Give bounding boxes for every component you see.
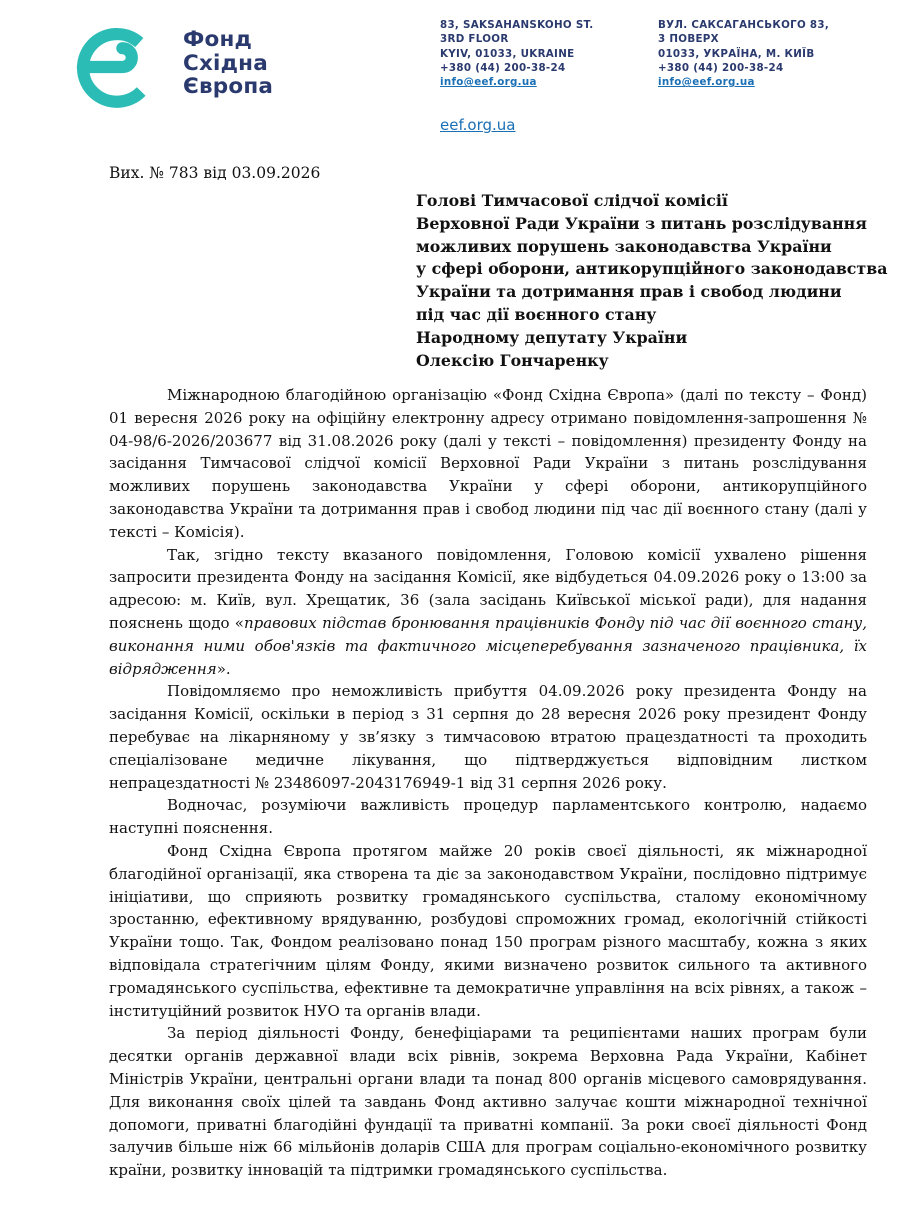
- address-line: 83, SAKSAHANSKOHO ST.: [440, 19, 594, 31]
- addressee-line: Верховної Ради України з питань розслідування: [416, 213, 867, 233]
- body-paragraph: [109, 544, 867, 681]
- outgoing-reference: Вих. № 783 від 03.09.2026: [109, 164, 321, 182]
- addressee-line: можливих порушень законодавства України: [416, 236, 832, 256]
- phone-number: +380 (44) 200-38-24: [440, 61, 566, 74]
- body-paragraph: За період діяльності Фонду, бенефіціарами та реципієнтами наших програм були десятки органів державної влади всіх рівнів, зокрема Верховна Рада України, Кабінет Міністрів України, центральні органи влади та понад 800 органів місцевого самоврядування. Для виконання своїх цілей та завдань Фонд активно залучає кошти міжнародної технічної допомоги, приватні благодійні фундації та приватні компанії. За роки своєї діяльності Фонд залучив більше ніж 66 мільйонів доларів США для програм соціально-економічного розвитку країни, розвитку інновацій та підтримки громадянського суспільства.: [109, 1024, 867, 1180]
- paragraph-text: Так, згідно тексту вказаного повідомлення, Головою комісії ухвалено рішення запросити президента Фонду на засідання Комісії, яке відбудеться 04.09.2026 року о 13:00 за адресою: м. Київ, вул. Хрещатик, 36 (зала засідань Київської міської ради), для надання пояснень щодо «: [109, 545, 867, 632]
- addressee-line: Голові Тимчасової слідчої комісії: [416, 191, 728, 210]
- org-name-line: Фонд: [183, 27, 253, 52]
- quoted-request: правових підстав бронювання працівників Фонду під час дії воєнного стану, виконання ними обов'язків та фактичного місцеперебування зазначеного працівника, їх відрядження: [109, 613, 867, 678]
- website-link[interactable]: eef.org.ua: [440, 116, 516, 134]
- eef-logo-icon: [66, 20, 160, 114]
- body-paragraph: Повідомляємо про неможливість прибуття 04.09.2026 року президента Фонду на засідання Комісії, оскільки в період з 31 серпня до 28 вересня 2026 року президент Фонду перебуває на лікарняному у зв’язку з тимчасовою втратою працездатності та проходить спеціалізоване медичне лікування, що підтверджується відповідним листком непрацездатності № 23486097-2043176949-1 від 31 серпня 2026 року.: [109, 682, 867, 792]
- body-paragraph: Фонд Східна Європа протягом майже 20 років своєї діяльності, як міжнародної благодійної організації, яка створена та діє за законодавством України, послідовно підтримує ініціативи, що сприяють розвитку громадянського суспільства, сталому економічному зростанню, ефективному врядуванню, розбудові спроможних громад, екологічній стійкості України тощо. Так, Фондом реалізовано понад 150 програм різного масштабу, кожна з яких відповідала стратегічним цілям Фонду, якими визначено розвиток сильного та активного громадянського суспільства, ефективне та демократичне управління на всіх рівнях, а також – інституційний розвиток НУО та органів влади.: [109, 841, 867, 1020]
- addressee-line: України та дотримання прав і свобод людини: [416, 282, 842, 302]
- email-link[interactable]: info@eef.org.ua: [658, 76, 755, 89]
- email-link[interactable]: info@eef.org.ua: [440, 76, 537, 89]
- addressee-line: під час дії воєнного стану: [416, 304, 657, 324]
- phone-number: +380 (44) 200-38-24: [658, 61, 784, 74]
- address-line: 3 ПОВЕРХ: [658, 33, 719, 46]
- org-name-line: Європа: [183, 74, 274, 99]
- body-paragraph: Водночас, розуміючи важливість процедур парламентського контролю, надаємо наступні пояснення.: [109, 796, 867, 838]
- organization-name: [183, 28, 273, 99]
- body-paragraph: Міжнародною благодійною організацію «Фонд Східна Європа» (далі по тексту – Фонд) 01 вересня 2026 року на офіційну електронну адресу отримано повідомлення-запрошення № 04-98/6-2026/203677 від 31.08.2026 року (далі у тексті – повідомлення) президенту Фонду на засідання Тимчасової слідчої комісії Верховної Ради України з питань розслідування можливих порушень законодавства України у сфері оборони, антикорупційного законодавства України та дотримання прав і свобод людини під час дії воєнного стану (далі у тексті – Комісія).: [109, 386, 867, 541]
- org-name-line: Східна: [183, 50, 268, 76]
- addressee-line: Олексію Гончаренку: [416, 350, 609, 370]
- addressee-line: Народному депутату України: [416, 327, 688, 347]
- paragraph-text: ».: [216, 659, 231, 678]
- addressee-block: [416, 190, 887, 372]
- address-line: 01033, УКРАЇНА, М. КИЇВ: [658, 47, 815, 60]
- address-line: KYIV, 01033, UKRAINE: [440, 47, 575, 60]
- address-line: 3RD FLOOR: [440, 33, 509, 46]
- address-ukrainian: [658, 18, 829, 89]
- addressee-line: у сфері оборони, антикорупційного законодавства: [416, 259, 888, 279]
- letter-body: [109, 384, 867, 1182]
- address-line: ВУЛ. САКСАГАНСЬКОГО 83,: [658, 19, 830, 31]
- address-english: [440, 18, 594, 89]
